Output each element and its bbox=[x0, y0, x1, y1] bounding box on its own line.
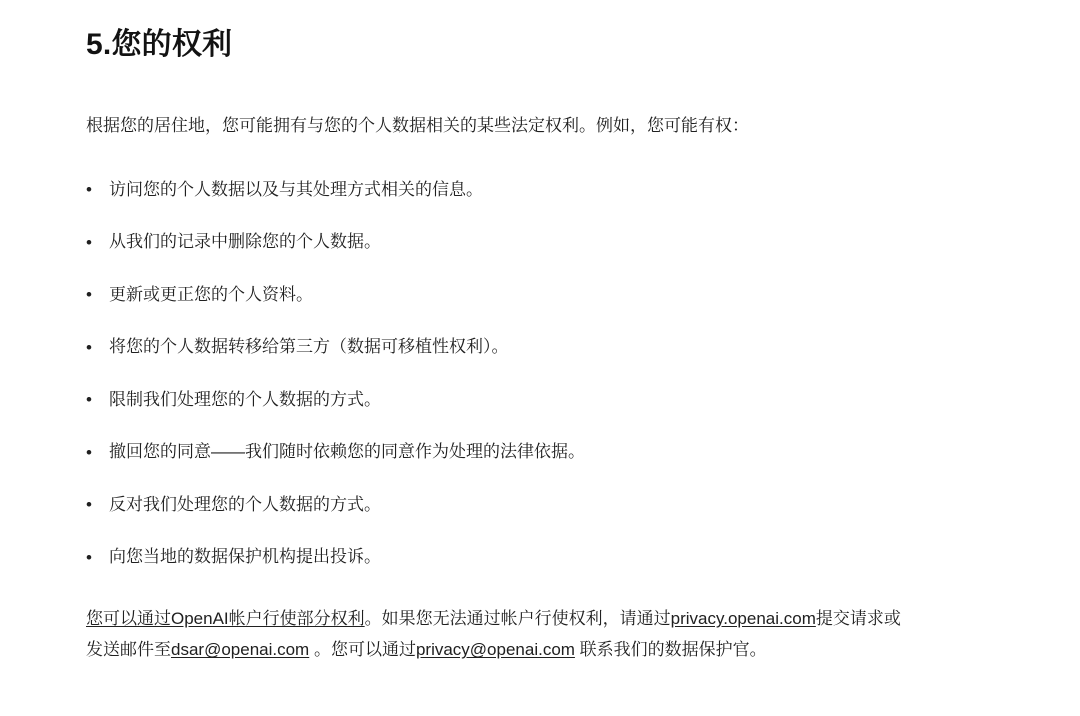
bullet-icon: • bbox=[86, 495, 92, 515]
bullet-icon: • bbox=[86, 547, 92, 567]
list-item-label: 向您当地的数据保护机构提出投诉。 bbox=[109, 547, 381, 567]
list-item-label: 从我们的记录中删除您的个人数据。 bbox=[109, 232, 381, 252]
closing-text-2: 提交请求或发送邮件至 bbox=[86, 608, 901, 660]
list-item-label: 反对我们处理您的个人数据的方式。 bbox=[109, 494, 381, 514]
page-title: 5.您的权利 bbox=[86, 28, 233, 61]
bullet-icon: • bbox=[86, 442, 92, 462]
list-item-label: 限制我们处理您的个人数据的方式。 bbox=[109, 389, 381, 409]
list-item bbox=[86, 544, 1032, 570]
list-item-label: 撤回您的同意——我们随时依赖您的同意作为处理的法律依据。 bbox=[109, 442, 585, 462]
list-item bbox=[86, 439, 1032, 465]
privacy-email-link[interactable]: privacy@openai.com bbox=[415, 640, 575, 660]
rights-list bbox=[86, 139, 1032, 570]
list-item-label: 访问您的个人数据以及与其处理方式相关的信息。 bbox=[109, 179, 483, 199]
list-item bbox=[86, 334, 1032, 360]
closing-paragraph bbox=[86, 597, 906, 666]
list-item-label: 更新或更正您的个人资料。 bbox=[109, 284, 313, 304]
closing-text-4: 联系我们的数据保护官。 bbox=[574, 640, 767, 660]
privacy-openai-link[interactable]: privacy.openai.com bbox=[670, 608, 816, 628]
list-item bbox=[86, 492, 1032, 518]
list-item bbox=[86, 229, 1032, 255]
bullet-icon: • bbox=[86, 180, 92, 200]
list-item bbox=[86, 387, 1032, 413]
dsar-email-link[interactable]: dsar@openai.com bbox=[171, 640, 310, 660]
list-item bbox=[86, 282, 1032, 308]
bullet-icon: • bbox=[86, 390, 92, 410]
closing-text-1: 。如果您无法通过帐户行使权利，请通过 bbox=[364, 608, 671, 628]
list-item-label: 将您的个人数据转移给第三方（数据可移植性权利）。 bbox=[109, 337, 509, 357]
closing-text-3: 。您可以通过 bbox=[309, 640, 416, 660]
account-rights-link[interactable]: 您可以通过OpenAI帐户行使部分权利 bbox=[86, 608, 365, 628]
intro-paragraph: 根据您的居住地，您可能拥有与您的个人数据相关的某些法定权利。例如，您可能有权： bbox=[86, 115, 749, 135]
bullet-icon: • bbox=[86, 232, 92, 252]
bullet-icon: • bbox=[86, 337, 92, 357]
list-item bbox=[86, 177, 1032, 203]
bullet-icon: • bbox=[86, 285, 92, 305]
